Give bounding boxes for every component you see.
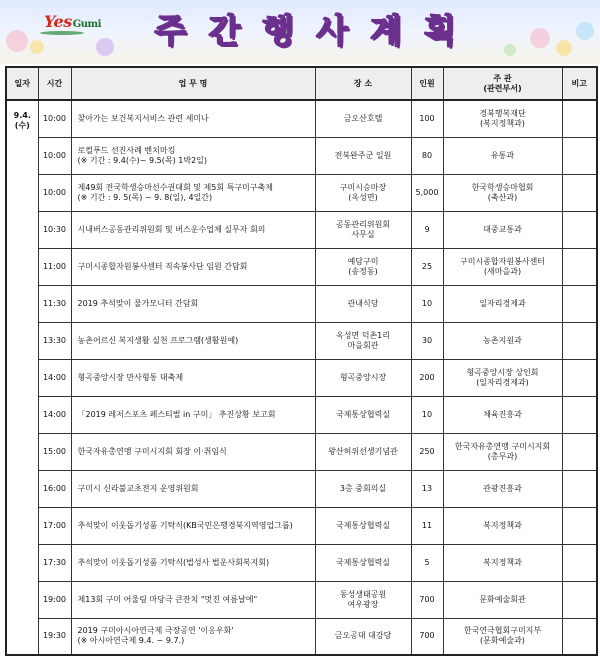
time-cell: 17:00 [38, 507, 71, 544]
task-title: 로컬푸드 선진사례 벤치마킹 [77, 145, 176, 155]
place-cell: 왕산허위선생기념관 [315, 433, 411, 470]
people-cell: 10 [411, 396, 443, 433]
task-period-note: (※ 기간 : 9.4(수)~ 9.5(목) 1박2일) [77, 155, 208, 165]
task-title: 2019 구미아시아연극제 극장공연 '이응우화' [77, 626, 234, 636]
time-cell: 19:30 [38, 618, 71, 655]
note-cell [562, 322, 597, 359]
time-cell: 16:00 [38, 470, 71, 507]
host-dept-cell: 일자리경제과 [443, 285, 562, 322]
time-cell: 10:00 [38, 174, 71, 211]
table-row [6, 359, 597, 396]
task-title: 제49회 전국학생승마선수권대회 및 제5회 특구미구축제 [77, 182, 273, 192]
col-header-host-sub: (관련부서) [483, 83, 522, 93]
place-cell: 전북완주군 일원 [315, 137, 411, 174]
task-cell [71, 137, 315, 174]
col-header-date: 일자 [6, 67, 38, 100]
place-cell: 3층 중회의실 [315, 470, 411, 507]
schedule-table [5, 66, 598, 656]
task-title: 찾아가는 보건복지서비스 관련 세미나 [77, 113, 209, 123]
host-dept-cell: 복지정책과 [443, 507, 562, 544]
time-cell: 11:30 [38, 285, 71, 322]
time-cell: 15:00 [38, 433, 71, 470]
task-cell [71, 544, 315, 581]
host-dept-cell: 문화예술회관 [443, 581, 562, 618]
table-row [6, 544, 597, 581]
people-cell: 9 [411, 211, 443, 248]
table-row [6, 470, 597, 507]
place-cell: 국제통상협력실 [315, 507, 411, 544]
col-header-place: 장 소 [315, 67, 411, 100]
task-cell [71, 100, 315, 137]
task-title: 추석맞이 이웃돕기성품 기탁식(KB국민은행경북지역영업그룹) [77, 520, 293, 530]
note-cell [562, 211, 597, 248]
task-cell [71, 322, 315, 359]
table-row [6, 285, 597, 322]
people-cell: 5,000 [411, 174, 443, 211]
host-dept-cell: 한국자유총연맹 구미시지회 (총무과) [443, 433, 562, 470]
yesgumi-logo: YesGumi [44, 12, 101, 31]
note-cell [562, 470, 597, 507]
time-cell: 14:00 [38, 396, 71, 433]
date-day: 9.4. [13, 111, 31, 120]
place-cell: 구미시승마장 (옥성면) [315, 174, 411, 211]
host-dept-cell: 유통과 [443, 137, 562, 174]
table-row [6, 433, 597, 470]
time-cell: 19:00 [38, 581, 71, 618]
note-cell [562, 396, 597, 433]
task-cell [71, 507, 315, 544]
host-dept-cell: 대중교통과 [443, 211, 562, 248]
header-banner [0, 0, 600, 64]
time-cell: 14:00 [38, 359, 71, 396]
task-title: 농촌어르신 복지생활 실천 프로그램(생활원예) [77, 335, 239, 345]
task-cell [71, 618, 315, 655]
people-cell: 100 [411, 100, 443, 137]
col-header-note: 비고 [562, 67, 597, 100]
date-cell [6, 100, 38, 655]
time-cell: 11:00 [38, 248, 71, 285]
host-dept-cell: 경북행복재단 (복지정책과) [443, 100, 562, 137]
people-cell: 700 [411, 581, 443, 618]
note-cell [562, 507, 597, 544]
note-cell [562, 581, 597, 618]
host-dept-cell: 형곡중앙시장 상인회 (일자리경제과) [443, 359, 562, 396]
note-cell [562, 100, 597, 137]
task-title: 2019 추석맞이 물가모니터 간담회 [77, 298, 199, 308]
note-cell [562, 137, 597, 174]
people-cell: 80 [411, 137, 443, 174]
host-dept-cell: 한국학생승마협회 (축산과) [443, 174, 562, 211]
table-row [6, 100, 597, 137]
host-dept-cell: 한국연극협회구미지부 (문화예술과) [443, 618, 562, 655]
time-cell: 10:00 [38, 137, 71, 174]
date-weekday: (수) [14, 121, 30, 130]
people-cell: 700 [411, 618, 443, 655]
place-cell: 옥성면 덕촌1리 마을회관 [315, 322, 411, 359]
note-cell [562, 359, 597, 396]
task-cell [71, 581, 315, 618]
people-cell: 11 [411, 507, 443, 544]
task-title: 시내버스공동관리위원회 및 버스운수업체 실무자 회의 [77, 224, 266, 234]
col-header-people: 인원 [411, 67, 443, 100]
place-cell: 동성생태공원 여우광장 [315, 581, 411, 618]
host-dept-cell: 체육진흥과 [443, 396, 562, 433]
host-dept-cell: 복지정책과 [443, 544, 562, 581]
time-cell: 13:30 [38, 322, 71, 359]
place-cell: 금오공대 대강당 [315, 618, 411, 655]
task-cell [71, 359, 315, 396]
task-title: 추석맞이 이웃돕기성품 기탁식(법성사 법운사회복지회) [77, 557, 270, 567]
place-cell: 국제통상협력실 [315, 396, 411, 433]
schedule-table-wrap [5, 66, 596, 656]
task-period-note: (※ 아시아연극제 9.4. ~ 9.7.) [77, 636, 185, 646]
place-cell: 형곡중앙시장 [315, 359, 411, 396]
table-row [6, 137, 597, 174]
table-row [6, 618, 597, 655]
note-cell [562, 285, 597, 322]
table-row [6, 248, 597, 285]
task-cell [71, 248, 315, 285]
table-row [6, 211, 597, 248]
place-cell: 국제통상협력실 [315, 544, 411, 581]
place-cell: 금오산호텔 [315, 100, 411, 137]
place-cell: 관내식당 [315, 285, 411, 322]
col-header-host [443, 67, 562, 100]
place-cell: 예담구미 (송정동) [315, 248, 411, 285]
table-header-row [6, 67, 597, 100]
task-cell [71, 396, 315, 433]
col-header-host-main: 주 관 [493, 73, 512, 83]
col-header-task: 업 무 명 [71, 67, 315, 100]
task-title: 제13회 구미 어울림 마당극 큰잔치 "멋진 여름날에" [77, 594, 258, 604]
task-title: 형곡중앙시장 만사형통 대축제 [77, 372, 184, 382]
note-cell [562, 618, 597, 655]
time-cell: 10:30 [38, 211, 71, 248]
task-cell [71, 470, 315, 507]
task-cell [71, 433, 315, 470]
place-cell: 공동관리위원회 사무실 [315, 211, 411, 248]
task-cell [71, 174, 315, 211]
task-cell [71, 211, 315, 248]
task-title: 구미시종합자원봉사센터 직속봉사단 임원 간담회 [77, 261, 248, 271]
table-row [6, 322, 597, 359]
note-cell [562, 174, 597, 211]
task-title: 한국자유총연맹 구미시지회 회장 이·취임식 [77, 446, 227, 456]
people-cell: 25 [411, 248, 443, 285]
note-cell [562, 433, 597, 470]
note-cell [562, 248, 597, 285]
col-header-time: 시간 [38, 67, 71, 100]
time-cell: 17:30 [38, 544, 71, 581]
people-cell: 200 [411, 359, 443, 396]
table-row [6, 507, 597, 544]
people-cell: 30 [411, 322, 443, 359]
task-cell [71, 285, 315, 322]
people-cell: 13 [411, 470, 443, 507]
people-cell: 250 [411, 433, 443, 470]
table-row [6, 581, 597, 618]
table-row [6, 396, 597, 433]
task-title: 「2019 레저스포츠 페스티벌 in 구미」 추진상황 보고회 [77, 409, 276, 419]
page-title: 주간행사계획 [154, 11, 478, 50]
task-title: 구미시 신라불교초전지 운영위원회 [77, 483, 199, 493]
note-cell [562, 544, 597, 581]
time-cell: 10:00 [38, 100, 71, 137]
table-row [6, 174, 597, 211]
task-period-note: (※ 기간 : 9. 5(목) ~ 9. 8(일), 4일간) [77, 192, 213, 202]
host-dept-cell: 관광진흥과 [443, 470, 562, 507]
people-cell: 10 [411, 285, 443, 322]
logo-swoosh-icon [40, 31, 84, 35]
host-dept-cell: 구미시종합자원봉사센터 (새마을과) [443, 248, 562, 285]
people-cell: 5 [411, 544, 443, 581]
host-dept-cell: 농촌지원과 [443, 322, 562, 359]
